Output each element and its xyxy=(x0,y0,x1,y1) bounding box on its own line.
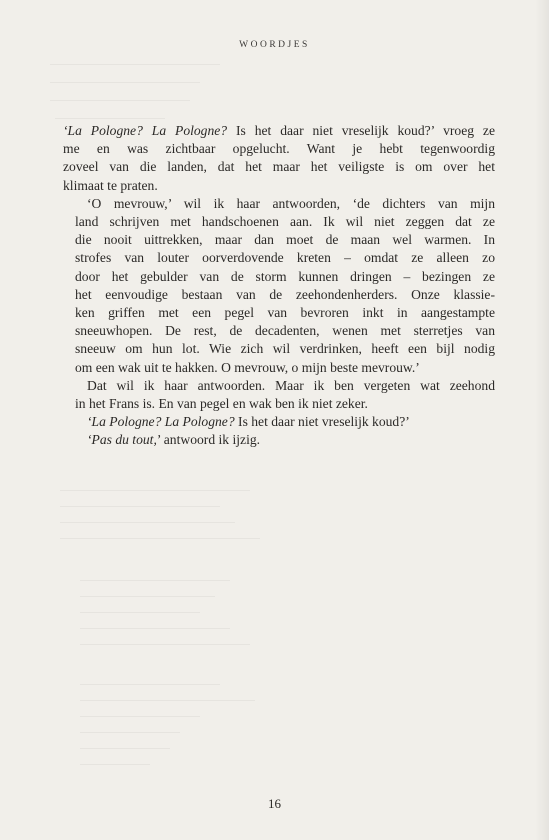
show-through-line xyxy=(80,684,220,685)
italic-text: ‘Pas du tout, xyxy=(87,432,157,448)
text-run: ‘O mevrouw,’ wil ik haar antwoorden, ‘de dichters van mijn xyxy=(87,195,495,211)
text-run: ’ antwoord ik ijzig. xyxy=(156,432,261,448)
show-through-line xyxy=(80,716,200,717)
text-line xyxy=(75,377,495,395)
show-through-line xyxy=(80,628,230,629)
show-through-line xyxy=(80,764,150,765)
text-line xyxy=(75,304,495,322)
text-line xyxy=(75,431,495,449)
show-through-line xyxy=(55,118,165,119)
show-through-line xyxy=(50,82,200,83)
show-through-line xyxy=(80,612,200,613)
text-line xyxy=(75,231,495,249)
text-run: in het Frans is. En van pegel en wak ben ik niet zeker. xyxy=(75,396,368,412)
text-line xyxy=(75,286,495,304)
show-through-line xyxy=(80,732,180,733)
text-run: sneeuwhopen. De rest, de decadenten, wenen met sterretjes van xyxy=(75,323,495,339)
text-run: ken griffen met een pegel van bevroren inkt in aangestampte xyxy=(75,305,495,321)
show-through-line xyxy=(50,100,190,101)
show-through-line xyxy=(60,490,250,491)
text-run: zoveel van die landen, dat het maar het veiligste is om over het xyxy=(63,159,495,175)
paragraph xyxy=(63,122,495,195)
italic-text: ‘La Pologne? La Pologne? xyxy=(63,123,228,138)
text-line xyxy=(75,322,495,340)
text-run: Is het daar niet vreselijk koud?’ vroeg ze xyxy=(227,123,495,138)
show-through-line xyxy=(60,538,260,539)
show-through-line xyxy=(50,64,220,65)
text-line xyxy=(75,395,495,413)
running-head: WOORDJES xyxy=(239,40,310,50)
text-run: het eenvoudige bestaan van de zeehondenherders. Onze klassie- xyxy=(75,286,495,302)
text-run: land schrijven met handschoenen aan. Ik wil niet zeggen dat ze xyxy=(75,214,495,230)
text-run: klimaat te praten. xyxy=(63,177,158,193)
text-run: strofes van louter oorverdovende kreten – omdat ze alleen zo xyxy=(75,250,495,266)
text-line xyxy=(75,359,495,377)
show-through-line xyxy=(60,506,220,507)
text-line xyxy=(75,249,495,267)
text-run: die nooit uittrekken, maar dan moet de maan wel warmen. In xyxy=(75,232,495,248)
paragraph xyxy=(63,413,495,431)
text-run: Dat wil ik haar antwoorden. Maar ik ben vergeten wat zeehond xyxy=(87,377,495,393)
paragraph xyxy=(63,431,495,449)
show-through-line xyxy=(80,700,255,701)
page-number: 16 xyxy=(268,796,281,811)
text-line xyxy=(75,413,495,431)
text-line xyxy=(75,268,495,286)
paragraph xyxy=(63,195,495,377)
show-through-line xyxy=(60,522,235,523)
show-through-line xyxy=(80,748,170,749)
text-line xyxy=(63,122,495,140)
text-line xyxy=(63,158,495,176)
show-through-line xyxy=(80,644,250,645)
text-line xyxy=(75,213,495,231)
italic-text: ‘La Pologne? La Pologne? xyxy=(87,414,235,430)
show-through-line xyxy=(80,580,230,581)
text-run: sneeuw om hun lot. Wie zich wil verdrinken, heeft een bijl nodig xyxy=(75,341,495,357)
text-run: door het gebulder van de storm kunnen dringen – bezingen ze xyxy=(75,268,495,284)
page-edge-shadow xyxy=(535,0,549,840)
text-run: om een wak uit te hakken. O mevrouw, o mijn beste mevrouw.’ xyxy=(75,359,420,375)
text-line xyxy=(63,140,495,158)
text-line xyxy=(75,340,495,358)
body-text xyxy=(63,122,495,450)
text-line xyxy=(75,195,495,213)
paragraph xyxy=(63,377,495,413)
text-line xyxy=(63,177,495,195)
text-run: me en was zichtbaar opgelucht. Want je hebt tegenwoordig xyxy=(63,141,495,157)
text-run: Is het daar niet vreselijk koud?’ xyxy=(234,414,410,430)
show-through-line xyxy=(80,596,215,597)
